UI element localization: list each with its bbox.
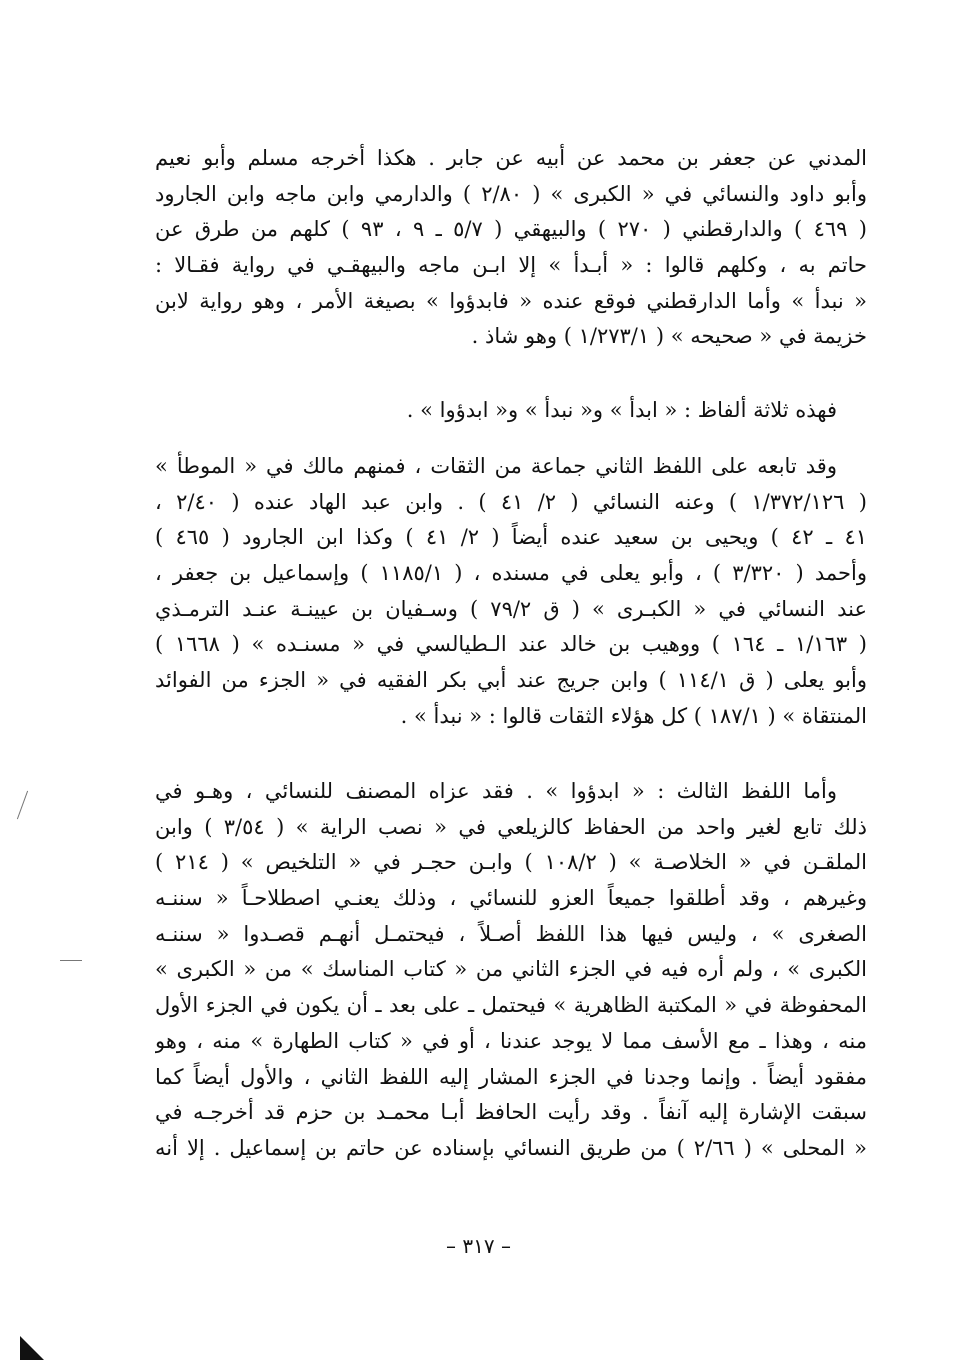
text-line: المنتقاة » ( ١٨٧/١ ) كل هؤلاء الثقات قالوا : « نبدأ » .	[400, 703, 867, 728]
text-line: وغيرهم ، وقد أطلقوا جميعاً العزو للنسائي ، وذلك يعنـي اصطلاحـاً « سننـه	[155, 886, 867, 911]
text-line: وأبو داود والنسائي في « الكبرى » ( ٢/٨٠ ) والدارمي وابن ماجه وابن الجارود	[155, 181, 867, 206]
text-line: خزيمة في « صحيحه » ( ١/٢٧٣/١ ) وهو شاذ .	[471, 324, 867, 349]
text-line: عند النسائي في « الكبـرى » ( ق ٧٩/٢ ) وسـفيان بن عيينـة عنـد الترمـذي	[155, 596, 867, 621]
paragraph-2	[155, 393, 867, 429]
text-line: « نبدأ » وأما الدارقطني فوقع عنده « فابدؤوا » بصيغة الأمر ، وهو رواية لابن	[155, 288, 867, 313]
page-number: – ٣١٧ –	[446, 1234, 511, 1258]
text-line: حاتم به ، وكلهم قالوا : « أبـدأ » إلا ابـن ماجه والبيهقـي في رواية فقـالا :	[155, 253, 867, 278]
text-line: « المحلى » ( ٢/٦٦ ) من طريق النسائي بإسناده عن حاتم بن إسماعيل . إلا أنه	[155, 1135, 867, 1160]
text-line: وقد تابعه على اللفظ الثاني جماعة من الثقات ، فمنهم مالك في « الموطأ »	[155, 454, 837, 478]
text-line: ذلك تابع لغير واحد من الحفاظ كالزيلعي في « نصب الراية » ( ٣/٥٤ ) وابن	[155, 814, 867, 839]
text-line: مفقود أيضاً . وإنما وجدنا في الجزء المشار إليه اللفظ الثاني ، والأول أيضاً كما	[155, 1064, 867, 1089]
text-line: الملقـن في « الخلاصـة » ( ١٠٨/٢ ) وابـن حجـر في « التلخيص » ( ٢١٤ )	[155, 850, 867, 875]
text-line: ٤١ ـ ٤٢ ) ويحيى بن سعيد عنده أيضاً ( ٢/ ٤١ ) وكذا ابن الجارود ( ٤٦٥ )	[155, 525, 867, 550]
text-line: وأحمد ( ٣/٣٢٠ ) ، وأبو يعلى في مسنده ، ( ١١٨٥/١ ) وإسماعيل بن جعفر ،	[155, 561, 867, 586]
text-line: ( ١/١٦٣ ـ ١٦٤ ) ووهيب بن خالد عند الـطيالسي في « مسنـده » ( ١٦٦٨ )	[155, 632, 867, 657]
text-line: وأما اللفظ الثالث : « ابدؤوا » . فقد عزاه المصنف للنسائي ، وهـو في	[155, 779, 837, 803]
text-line: الصغرى » ، وليس فيها هذا اللفظ أصـلاً ، فيحتمـل أنهـم قصـدوا « سننـه	[155, 921, 867, 946]
text-line: فهذه ثلاثة ألفاظ : « ابدأ » و« نبدأ » و« ابدؤوا » .	[406, 398, 837, 422]
text-line: وأبو يعلى ( ق ١١٤/١ ) وابن جريج عند أبي بكر الفقيه في « الجزء من الفوائد	[155, 668, 867, 693]
text-line: ( ١/٣٧٢/١٢٦ ) وعنه النسائي ( ٢/ ٤١ ) . وابن عبد الهاد عنده ( ٢/٤٠ ،	[155, 489, 867, 514]
scan-speck	[60, 960, 82, 961]
paragraph-4	[155, 774, 867, 1167]
text-line: ( ٤٦٩ ) والدارقطني ( ٢٧٠ ) والبيهقي ( ٥/٧ ـ ٩ ، ٩٣ ) كلهم من طرق عن	[155, 217, 867, 242]
paragraph-3	[155, 449, 867, 735]
paragraph-1	[155, 141, 867, 355]
text-line: الكبرى » ، ولم أره فيه في الجزء الثاني من « كتاب المناسك » من « الكبرى »	[155, 957, 867, 982]
scan-speck	[17, 791, 28, 820]
text-line: منه ، وهذا ـ مع الأسف مما لا يوجد عندنا ، أو في « كتاب الطهارة » منه ، وهو	[155, 1028, 867, 1053]
text-line: سبقت الإشارة إليه آنفاً . وقد رأيت الحافظ أبـا محمـد بن حزم قد أخرجـه في	[155, 1100, 867, 1125]
text-line: المحفوظة في « المكتبة الظاهرية » فيحتمل ـ على بعد ـ أن يكون في الجزء الأول	[155, 993, 867, 1018]
scan-corner-mark	[20, 1336, 44, 1360]
text-line: المدني عن جعفر بن محمد عن أبيه عن جابر . هكذا أخرجه مسلم وأبو نعيم	[155, 146, 867, 170]
